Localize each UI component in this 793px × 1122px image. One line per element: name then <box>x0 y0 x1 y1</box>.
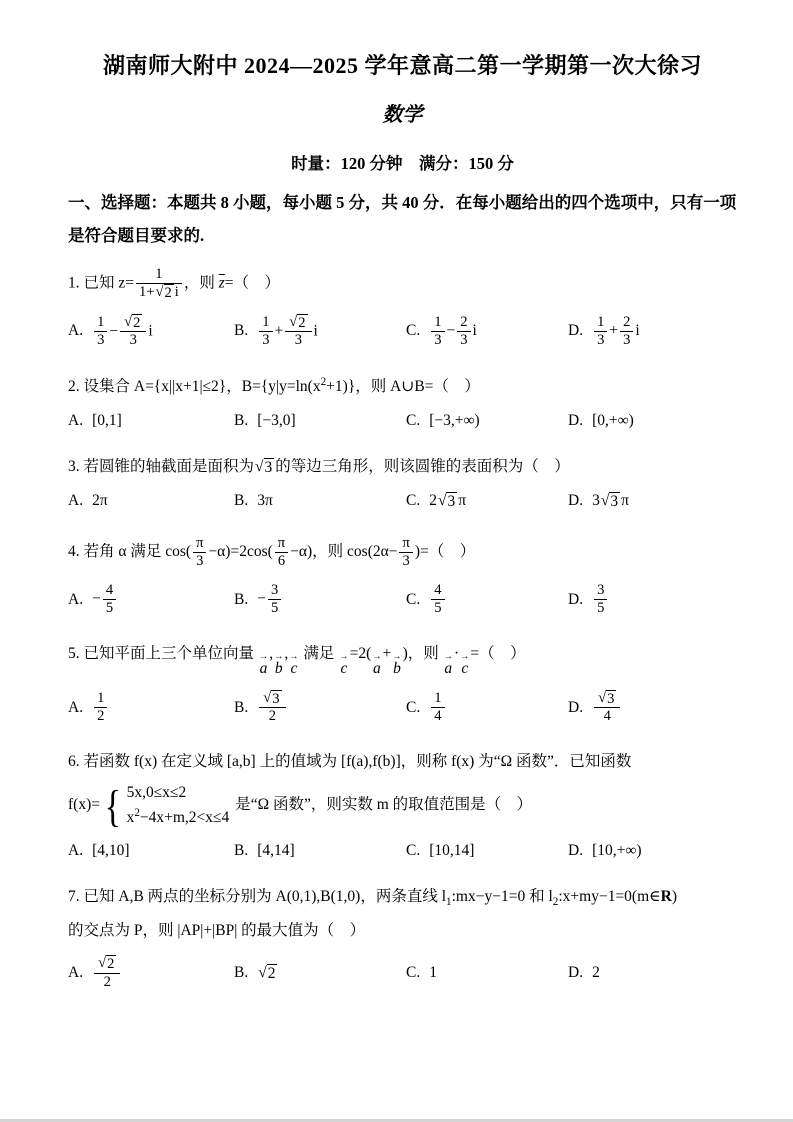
question-3-stem: 3. 若圆锥的轴截面是面积为 √ 3 的等边三角形，则该圆锥的表面积为（ ） <box>68 458 570 477</box>
option-value: $\frac{1}{4}$ <box>429 690 446 725</box>
option-value: $\frac{1}{3}$ − √ 2 3 i <box>92 314 153 350</box>
question-1-option-d <box>568 314 737 349</box>
question-6-option-b <box>234 842 406 860</box>
question-2-option-c <box>406 412 568 430</box>
question-7-option-d <box>568 964 737 982</box>
option-label: B. <box>234 964 249 982</box>
option-label: D. <box>568 842 584 860</box>
option-label: C. <box>406 698 421 716</box>
question-1-options <box>68 314 737 350</box>
option-value: [−3,+∞) <box>429 412 480 430</box>
option-value: √ 2 <box>258 963 276 982</box>
option-label: A. <box>68 964 84 982</box>
question-5-option-c <box>406 690 568 725</box>
option-value: − $\frac{4}{5}$ <box>92 582 118 617</box>
option-value: 1 <box>429 964 437 982</box>
question-2-option-d <box>568 412 737 430</box>
option-label: D. <box>568 590 584 608</box>
question-1-option-c <box>406 314 568 349</box>
question-2 <box>68 373 737 430</box>
option-value: √ 3 4 <box>592 690 622 726</box>
section-one-header-line1: 一、选择题：本题共 8 小题，每小题 5 分，共 40 分．在每小题给出的四个选项中，只有一项 <box>68 192 737 212</box>
option-label: D. <box>568 322 584 340</box>
question-5 <box>68 641 737 725</box>
option-value: [10,14] <box>429 842 475 860</box>
option-value: 3 √ 3 π <box>592 491 629 510</box>
question-2-stem: 2. 设集合 A={x||x+1|≤2}，$B=\{y|y=\ln(x^2+1)\}$，则 A∪B=（ ） <box>68 376 480 396</box>
question-4-stem: 4. 若角 α 满足 cos( $\frac{\pi}{3}$ −α)=2cos( $\frac{\pi}{6}$ −α)，则 cos(2α− $\frac{\pi}{3}$ )=（ ） <box>68 534 476 569</box>
option-value: − $\frac{3}{5}$ <box>257 582 283 617</box>
option-value: $\frac{3}{5}$ <box>592 582 609 617</box>
option-label: B. <box>234 412 249 430</box>
option-label: C. <box>406 412 421 430</box>
option-label: C. <box>406 492 421 510</box>
option-value: $\frac{1}{3}$ + $\frac{2}{3}$ i <box>592 314 640 349</box>
question-2-options <box>68 412 737 430</box>
question-6-options <box>68 842 737 860</box>
option-label: D. <box>568 412 584 430</box>
question-6-stem-line2: f(x)= { 5x,0≤x≤2 $x^2-4x+m,2<x\le 4$ 是“Ω 函数”，则实数 m 的取值范围是（ ） <box>68 780 533 831</box>
section-one-header <box>68 186 737 252</box>
option-label: A. <box>68 842 84 860</box>
option-label: A. <box>68 412 84 430</box>
question-5-option-d <box>568 690 737 726</box>
question-4 <box>68 535 737 618</box>
option-value: √ 3 2 <box>257 690 287 726</box>
question-7-stem-line2: 的交点为 P，则 |AP|+|BP| 的最大值为（ ） <box>68 921 366 939</box>
question-3-option-c <box>406 492 568 511</box>
question-2-option-b <box>234 412 406 430</box>
question-1 <box>68 266 737 350</box>
option-value: 3π <box>257 492 273 510</box>
question-4-options <box>68 582 737 617</box>
question-7-option-b <box>234 964 406 983</box>
question-4-option-c <box>406 582 568 617</box>
question-7 <box>68 884 737 991</box>
option-label: D. <box>568 964 584 982</box>
section-one-header-line2: 是符合题目要求的. <box>68 225 205 245</box>
option-label: D. <box>568 698 584 716</box>
option-value: [0,+∞) <box>592 412 634 430</box>
question-6-option-a <box>68 842 234 860</box>
option-label: A. <box>68 590 84 608</box>
question-1-option-b <box>234 314 406 350</box>
option-label: C. <box>406 842 421 860</box>
option-value: [−3,0] <box>257 412 296 430</box>
option-label: B. <box>234 842 249 860</box>
question-5-options <box>68 690 737 726</box>
option-label: C. <box>406 322 421 340</box>
exam-subject: 数学 <box>382 103 423 126</box>
option-value: $\frac{4}{5}$ <box>429 582 446 617</box>
question-4-option-a <box>68 582 234 617</box>
question-3-option-b <box>234 492 406 510</box>
question-5-option-a <box>68 690 234 725</box>
option-label: B. <box>234 492 249 510</box>
exam-title: 湖南师大附中 2024—2025 学年意高二第一学期第一次大徐习 <box>102 53 702 78</box>
option-value: [4,14] <box>257 842 295 860</box>
option-value: $\frac{1}{3}$ − $\frac{2}{3}$ i <box>429 314 477 349</box>
question-4-option-b <box>234 582 406 617</box>
question-3-option-d <box>568 492 737 511</box>
option-value: √ 2 2 <box>92 955 122 991</box>
option-label: B. <box>234 322 249 340</box>
question-3-options <box>68 492 737 511</box>
question-4-option-d <box>568 582 737 617</box>
option-label: C. <box>406 964 421 982</box>
question-2-option-a <box>68 412 234 430</box>
option-value: 2 √ 3 π <box>429 491 467 510</box>
option-label: C. <box>406 590 421 608</box>
option-label: A. <box>68 492 84 510</box>
question-7-options <box>68 955 737 991</box>
question-1-option-a <box>68 314 234 350</box>
option-label: A. <box>68 322 84 340</box>
option-value: $\frac{1}{2}$ <box>92 690 109 725</box>
question-1-stem: 1. 已知 z= 1 1+ √ 2 i ，则 $\overline{z}=$（ ） <box>68 265 281 301</box>
question-7-stem-line1: 7. 已知 A,B 两点的坐标分别为 A(0,1),B(1,0)，两条直线 $l_1:mx-y-1=0$ 和 $l_2:x+my-1=0(m\in R)$ <box>68 888 677 909</box>
option-value: [0,1] <box>92 412 122 430</box>
option-label: B. <box>234 590 249 608</box>
question-5-stem: 5. 已知平面上三个单位向量 → a , → b , → c 满足 → c =2( → a + → b )，则 → a · → c =（ ） <box>68 645 526 678</box>
question-7-option-c <box>406 964 568 982</box>
question-6-option-d <box>568 842 737 860</box>
question-3-option-a <box>68 492 234 510</box>
option-label: A. <box>68 698 84 716</box>
option-value: 2π <box>92 492 108 510</box>
question-3 <box>68 454 737 510</box>
option-value: [4,10] <box>92 842 130 860</box>
option-value: $\frac{1}{3}$ + √ 2 3 i <box>257 314 318 350</box>
option-label: B. <box>234 698 249 716</box>
question-5-option-b <box>234 690 406 726</box>
question-6 <box>68 749 737 860</box>
question-6-option-c <box>406 842 568 860</box>
question-6-stem-line1: 6. 若函数 f(x) 在定义域 [a,b] 上的值域为 [f(a),f(b)]，则称 f(x) 为“Ω 函数”．已知函数 <box>68 753 632 771</box>
option-value: 2 <box>592 964 600 982</box>
option-value: [10,+∞) <box>592 842 642 860</box>
option-label: D. <box>568 492 584 510</box>
exam-meta: 时量：120 分钟 满分：150 分 <box>291 153 514 173</box>
question-7-option-a <box>68 955 234 991</box>
